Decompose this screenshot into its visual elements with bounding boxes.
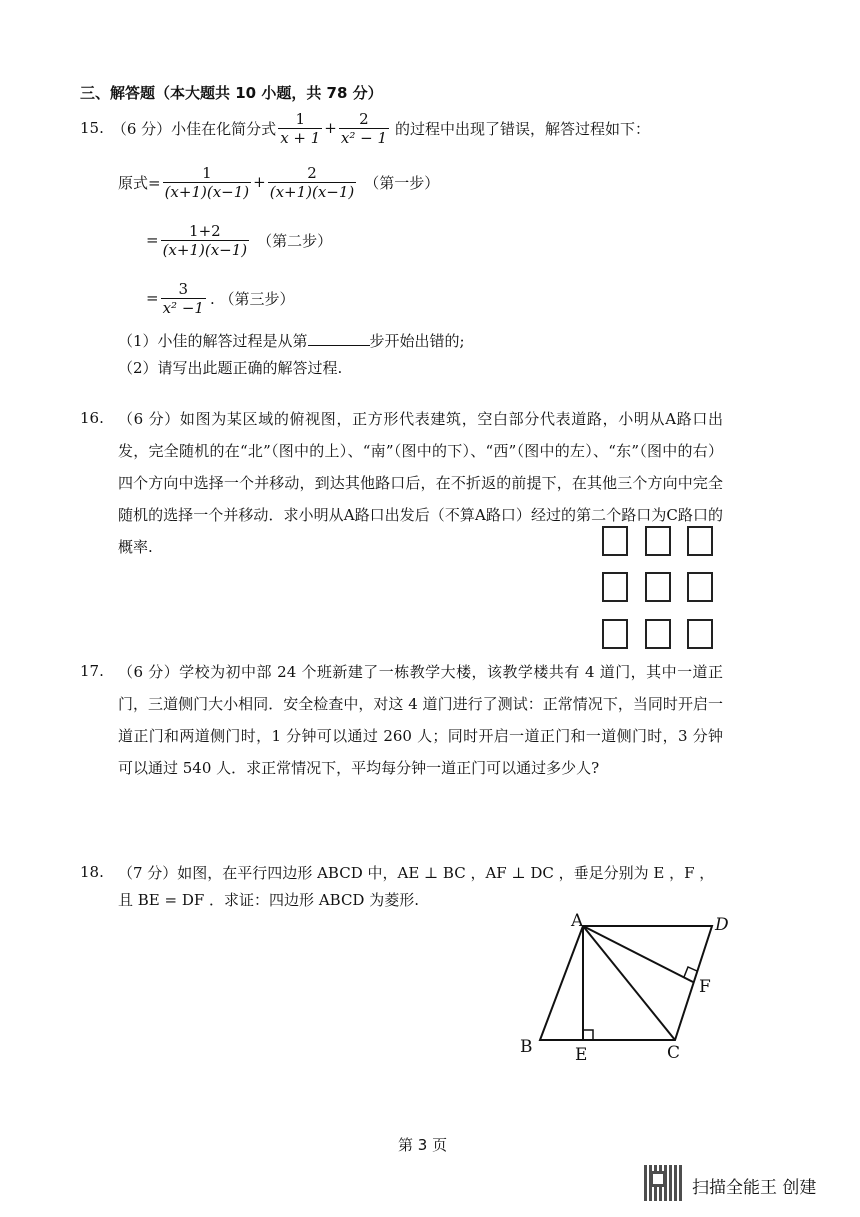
q15-score: （6 分）	[111, 119, 172, 138]
q18-number: 18.	[80, 863, 104, 881]
q15-fraction-1: $\frac{1}{x + 1}$	[280, 109, 321, 147]
right-angle-mark-e	[583, 1030, 593, 1040]
label-d: D	[715, 915, 729, 935]
q15-step-3: = $\frac{3}{\text{x² −1}}$ . （第三步）	[146, 279, 295, 317]
q18-text-line-2: 且 BE = DF ．求证：四边形 ABCD 为菱形.	[118, 891, 419, 909]
q15-step-2: = $\frac{1+2}{(x+1)(x-1)}$ （第二步）	[146, 221, 333, 259]
segment-af	[583, 926, 693, 982]
q15-step-1: 原式= $\frac{1}{(x+1)(x-1)}$ + $\frac{2}{(x+1)(x-1)}$ （第一步）	[118, 163, 440, 201]
building-square	[602, 572, 628, 602]
qr-code-icon	[644, 1165, 684, 1201]
q16-text: （6 分）如图为某区域的俯视图，正方形代表建筑，空白部分代表道路，小明从A路口出发，完全随机的在“北”（图中的上）、“南”（图中的下）、“西”（图中的左）、“东”（图中的右）四个方向中选择一个并移动，到达其他路口后，在不折返的前提下，在其他三个方向中完全随机的选择一个并移动．求小明从A路口出发后（不算A路口）经过的第二个路口为C路口的概率.	[118, 410, 723, 556]
q15-number: 15.	[80, 119, 104, 137]
segment-ac	[583, 926, 675, 1040]
parallelogram-abcd	[540, 926, 712, 1040]
label-e: E	[575, 1045, 588, 1065]
label-c: C	[667, 1043, 681, 1063]
building-square	[645, 572, 671, 602]
q15-sub-question-2: （2）请写出此题正确的解答过程.	[118, 359, 343, 377]
label-b: B	[520, 1037, 533, 1057]
building-square	[602, 619, 628, 649]
q18-parallelogram-figure	[515, 910, 755, 1070]
building-square	[687, 619, 713, 649]
label-f: F	[699, 977, 711, 997]
building-square	[645, 619, 671, 649]
q15-fraction-2: $\frac{2}{\text{x² − 1}}$	[340, 109, 387, 147]
building-square	[687, 572, 713, 602]
q15-plus: +	[324, 119, 337, 137]
q15-sub-question-1: （1）小佳的解答过程是从第 步开始出错的;	[118, 332, 465, 350]
q17-number: 17.	[80, 662, 104, 680]
q15-intro	[80, 106, 650, 150]
q15-intro-a: 小佳在化简分式	[171, 119, 277, 138]
section-title: 三、解答题（本大题共 10 小题，共 78 分）	[80, 84, 383, 102]
label-a: A	[571, 911, 584, 931]
building-square	[602, 526, 628, 556]
building-square	[687, 526, 713, 556]
scanner-brand: 扫描全能王 创建	[692, 1178, 817, 1198]
building-square	[645, 526, 671, 556]
q15-intro-b: 的过程中出现了错误，解答过程如下：	[395, 119, 651, 138]
q17-text: （6 分）学校为初中部 24 个班新建了一栋教学大楼，该教学楼共有 4 道门，其中一道正门，三道侧门大小相同．安全检查中，对这 4 道门进行了测试：正常情况下，当同时开启一道正门和两道侧门时，1 分钟可以通过 260 人；同时开启一道正门和一道侧门时，3 分钟可以通过 540 人．求正常情况下，平均每分钟一道正门可以通过多少人?	[118, 663, 723, 777]
q18-text-line-1: （7 分）如图，在平行四边形 ABCD 中，AE ⊥ BC ，AF ⊥ DC ，垂足分别为 E ，F ，	[118, 864, 715, 882]
answer-blank	[308, 331, 370, 346]
page-number: 第 3 页	[398, 1136, 448, 1154]
q16-number: 16.	[80, 409, 104, 427]
